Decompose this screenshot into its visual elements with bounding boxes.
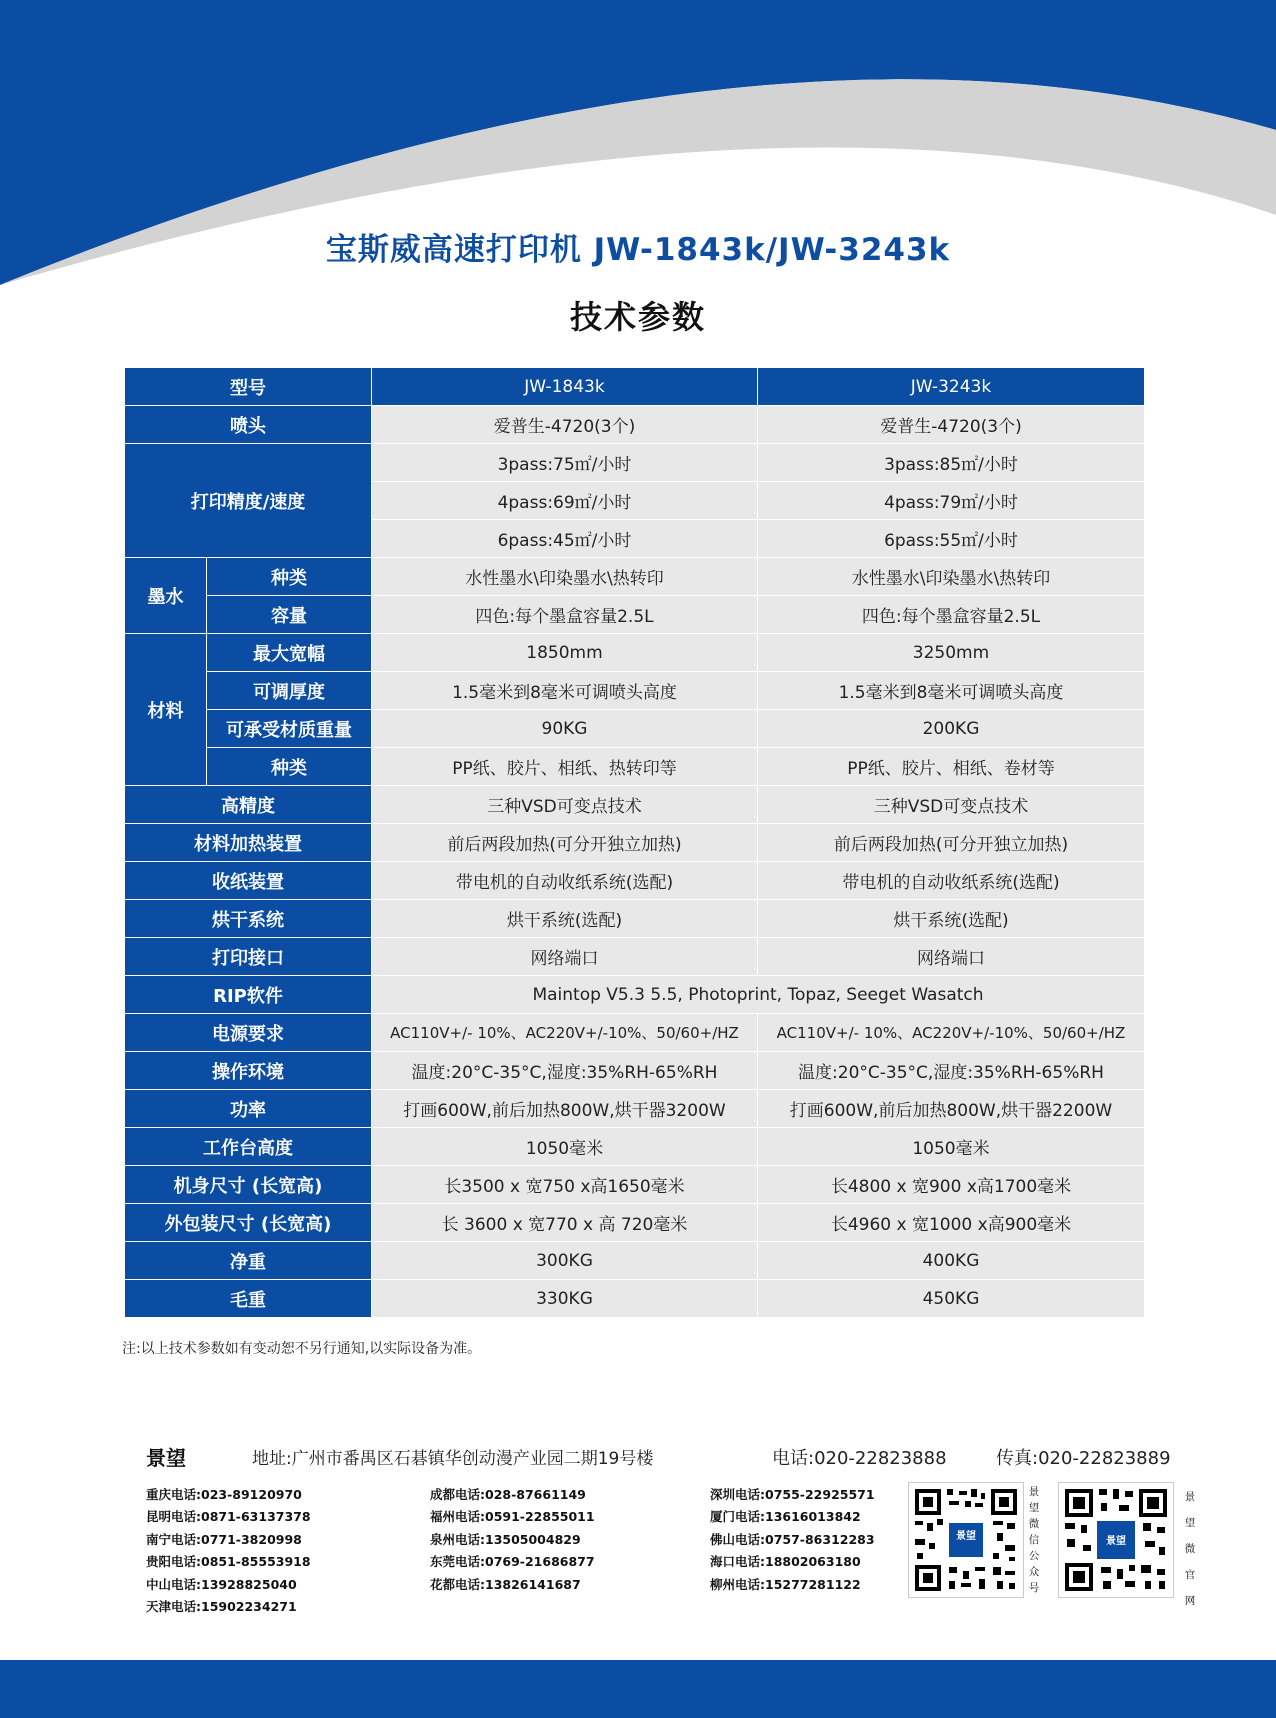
- take-up-label: 收纸装置: [125, 862, 372, 900]
- heating-label: 材料加热装置: [125, 824, 372, 862]
- website-qr-label: 景望微官网: [1184, 1491, 1196, 1607]
- rip-value: Maintop V5.3 5.5, Photoprint, Topaz, Seeget Wasatch: [372, 976, 1145, 1014]
- power-label: 功率: [125, 1090, 372, 1128]
- thickness-col1: 1.5毫米到8毫米可调喷头高度: [372, 672, 758, 710]
- table-row: [125, 634, 1145, 672]
- environment-col1: 温度:20°C-35°C,湿度:35%RH-65%RH: [372, 1052, 758, 1090]
- nozzle-label: 喷头: [125, 406, 372, 444]
- table-row: [125, 672, 1145, 710]
- gross-weight-col2: 450KG: [758, 1280, 1145, 1318]
- interface-col1: 网络端口: [372, 938, 758, 976]
- machine-size-col2: 长4800 x 宽900 x高1700毫米: [758, 1166, 1145, 1204]
- table-row: [125, 710, 1145, 748]
- table-row: [125, 596, 1145, 634]
- precision-col2: 三种VSD可变点技术: [758, 786, 1145, 824]
- precision-label: 高精度: [125, 786, 372, 824]
- branch-phone: 海口电话:18802063180: [710, 1554, 861, 1570]
- table-row: [125, 1204, 1145, 1242]
- branch-list-col3: [710, 1484, 875, 1596]
- material-type-label: 种类: [207, 748, 372, 786]
- net-weight-col1: 300KG: [372, 1242, 758, 1280]
- take-up-col2: 带电机的自动收纸系统(选配): [758, 862, 1145, 900]
- model-col2: JW-3243k: [758, 368, 1145, 406]
- speed-4pass-col1: 4pass:69㎡/小时: [372, 482, 758, 520]
- drying-col1: 烘干系统(选配): [372, 900, 758, 938]
- power-req-label: 电源要求: [125, 1014, 372, 1052]
- table-row: [125, 862, 1145, 900]
- ink-capacity-col2: 四色:每个墨盒容量2.5L: [758, 596, 1145, 634]
- company-fax: 传真:020-22823889: [996, 1448, 1171, 1469]
- nozzle-col2: 爱普生-4720(3个): [758, 406, 1145, 444]
- branch-list-col1: [146, 1484, 311, 1618]
- machine-size-col1: 长3500 x 宽750 x高1650毫米: [372, 1166, 758, 1204]
- speed-label: 打印精度/速度: [125, 444, 372, 558]
- power-col2: 打画600W,前后加热800W,烘干器2200W: [758, 1090, 1145, 1128]
- net-weight-label: 净重: [125, 1242, 372, 1280]
- power-req-col2: AC110V+/- 10%、AC220V+/-10%、50/60+/HZ: [758, 1014, 1145, 1052]
- branch-phone: 昆明电话:0871-63137378: [146, 1509, 311, 1525]
- branch-phone: 重庆电话:023-89120970: [146, 1487, 302, 1502]
- max-width-col1: 1850mm: [372, 634, 758, 672]
- interface-label: 打印接口: [125, 938, 372, 976]
- wechat-qr-label: 景望微信公众号: [1028, 1486, 1040, 1594]
- table-row: [125, 406, 1145, 444]
- material-weight-col2: 200KG: [758, 710, 1145, 748]
- branch-phone: 贵阳电话:0851-85553918: [146, 1554, 311, 1570]
- title-block: [0, 228, 1276, 338]
- heating-col1: 前后两段加热(可分开独立加热): [372, 824, 758, 862]
- speed-3pass-col1: 3pass:75㎡/小时: [372, 444, 758, 482]
- disclaimer-note: 注:以上技术参数如有变动恕不另行通知,以实际设备为准。: [122, 1341, 482, 1357]
- gross-weight-label: 毛重: [125, 1280, 372, 1318]
- speed-6pass-col2: 6pass:55㎡/小时: [758, 520, 1145, 558]
- brand-name: 景望: [146, 1446, 186, 1470]
- take-up-col1: 带电机的自动收纸系统(选配): [372, 862, 758, 900]
- branch-phone: 深圳电话:0755-22925571: [710, 1487, 875, 1502]
- spec-table: [124, 367, 1145, 1318]
- model-col1: JW-1843k: [372, 368, 758, 406]
- environment-col2: 温度:20°C-35°C,湿度:35%RH-65%RH: [758, 1052, 1145, 1090]
- table-row: [125, 444, 1145, 482]
- qr-logo-text: 景望: [1106, 1536, 1126, 1547]
- bottom-bar: [0, 1660, 1276, 1718]
- table-row: [125, 900, 1145, 938]
- thickness-col2: 1.5毫米到8毫米可调喷头高度: [758, 672, 1145, 710]
- gross-weight-col1: 330KG: [372, 1280, 758, 1318]
- drying-label: 烘干系统: [125, 900, 372, 938]
- table-row: [125, 976, 1145, 1014]
- max-width-col2: 3250mm: [758, 634, 1145, 672]
- speed-3pass-col2: 3pass:85㎡/小时: [758, 444, 1145, 482]
- table-row: [125, 1242, 1145, 1280]
- power-col1: 打画600W,前后加热800W,烘干器3200W: [372, 1090, 758, 1128]
- package-size-col2: 长4960 x 宽1000 x高900毫米: [758, 1204, 1145, 1242]
- material-type-col2: PP纸、胶片、相纸、卷材等: [758, 748, 1145, 786]
- material-weight-label: 可承受材质重量: [207, 710, 372, 748]
- model-label: 型号: [125, 368, 372, 406]
- power-req-col1: AC110V+/- 10%、AC220V+/-10%、50/60+/HZ: [372, 1014, 758, 1052]
- wechat-qr-code-icon: [908, 1482, 1024, 1598]
- table-row: [125, 748, 1145, 786]
- thickness-label: 可调厚度: [207, 672, 372, 710]
- table-row: [125, 1280, 1145, 1318]
- qr-logo-text: 景望: [956, 1531, 976, 1542]
- branch-phone: 泉州电话:13505004829: [430, 1531, 581, 1547]
- branch-phone: 福州电话:0591-22855011: [430, 1509, 595, 1525]
- ink-label: 墨水: [125, 558, 207, 634]
- machine-size-label: 机身尺寸 (长宽高): [125, 1166, 372, 1204]
- table-row: [125, 558, 1145, 596]
- precision-col1: 三种VSD可变点技术: [372, 786, 758, 824]
- table-height-col2: 1050毫米: [758, 1128, 1145, 1166]
- company-address: 地址:广州市番禺区石碁镇华创动漫产业园二期19号楼: [252, 1449, 654, 1469]
- ink-capacity-label: 容量: [207, 596, 372, 634]
- ink-type-col1: 水性墨水\印染墨水\热转印: [372, 558, 758, 596]
- material-type-col1: PP纸、胶片、相纸、热转印等: [372, 748, 758, 786]
- table-row: [125, 1052, 1145, 1090]
- branch-phone: 中山电话:13928825040: [146, 1576, 297, 1592]
- table-header-row: [125, 368, 1145, 406]
- table-height-col1: 1050毫米: [372, 1128, 758, 1166]
- branch-phone: 厦门电话:13616013842: [710, 1509, 861, 1525]
- branch-phone: 东莞电话:0769-21686877: [430, 1554, 595, 1570]
- material-label: 材料: [125, 634, 207, 786]
- ink-capacity-col1: 四色:每个墨盒容量2.5L: [372, 596, 758, 634]
- branch-phone: 天津电话:15902234271: [146, 1599, 297, 1615]
- interface-col2: 网络端口: [758, 938, 1145, 976]
- branch-phone: 花都电话:13826141687: [430, 1576, 581, 1592]
- product-title: 宝斯威高速打印机 JW-1843k/JW-3243k: [325, 232, 951, 268]
- table-row: [125, 824, 1145, 862]
- net-weight-col2: 400KG: [758, 1242, 1145, 1280]
- speed-4pass-col2: 4pass:79㎡/小时: [758, 482, 1145, 520]
- table-height-label: 工作台高度: [125, 1128, 372, 1166]
- branch-phone: 成都电话:028-87661149: [430, 1487, 586, 1502]
- drying-col2: 烘干系统(选配): [758, 900, 1145, 938]
- branch-phone: 南宁电话:0771-3820998: [146, 1531, 302, 1547]
- rip-label: RIP软件: [125, 976, 372, 1014]
- branch-phone: 佛山电话:0757-86312283: [710, 1531, 875, 1547]
- table-row: [125, 786, 1145, 824]
- package-size-label: 外包装尺寸 (长宽高): [125, 1204, 372, 1242]
- ink-type-col2: 水性墨水\印染墨水\热转印: [758, 558, 1145, 596]
- environment-label: 操作环境: [125, 1052, 372, 1090]
- spec-subtitle: 技术参数: [569, 298, 706, 336]
- table-row: [125, 938, 1145, 976]
- table-row: [125, 1166, 1145, 1204]
- website-qr-code-icon: [1058, 1482, 1174, 1598]
- nozzle-col1: 爱普生-4720(3个): [372, 406, 758, 444]
- max-width-label: 最大宽幅: [207, 634, 372, 672]
- package-size-col1: 长 3600 x 宽770 x 高 720毫米: [372, 1204, 758, 1242]
- speed-6pass-col1: 6pass:45㎡/小时: [372, 520, 758, 558]
- company-phone: 电话:020-22823888: [772, 1448, 947, 1469]
- material-weight-col1: 90KG: [372, 710, 758, 748]
- ink-type-label: 种类: [207, 558, 372, 596]
- branch-phone: 柳州电话:15277281122: [710, 1576, 861, 1592]
- table-row: [125, 1090, 1145, 1128]
- table-row: [125, 1128, 1145, 1166]
- heating-col2: 前后两段加热(可分开独立加热): [758, 824, 1145, 862]
- branch-list-col2: [430, 1484, 595, 1596]
- table-row: [125, 1014, 1145, 1052]
